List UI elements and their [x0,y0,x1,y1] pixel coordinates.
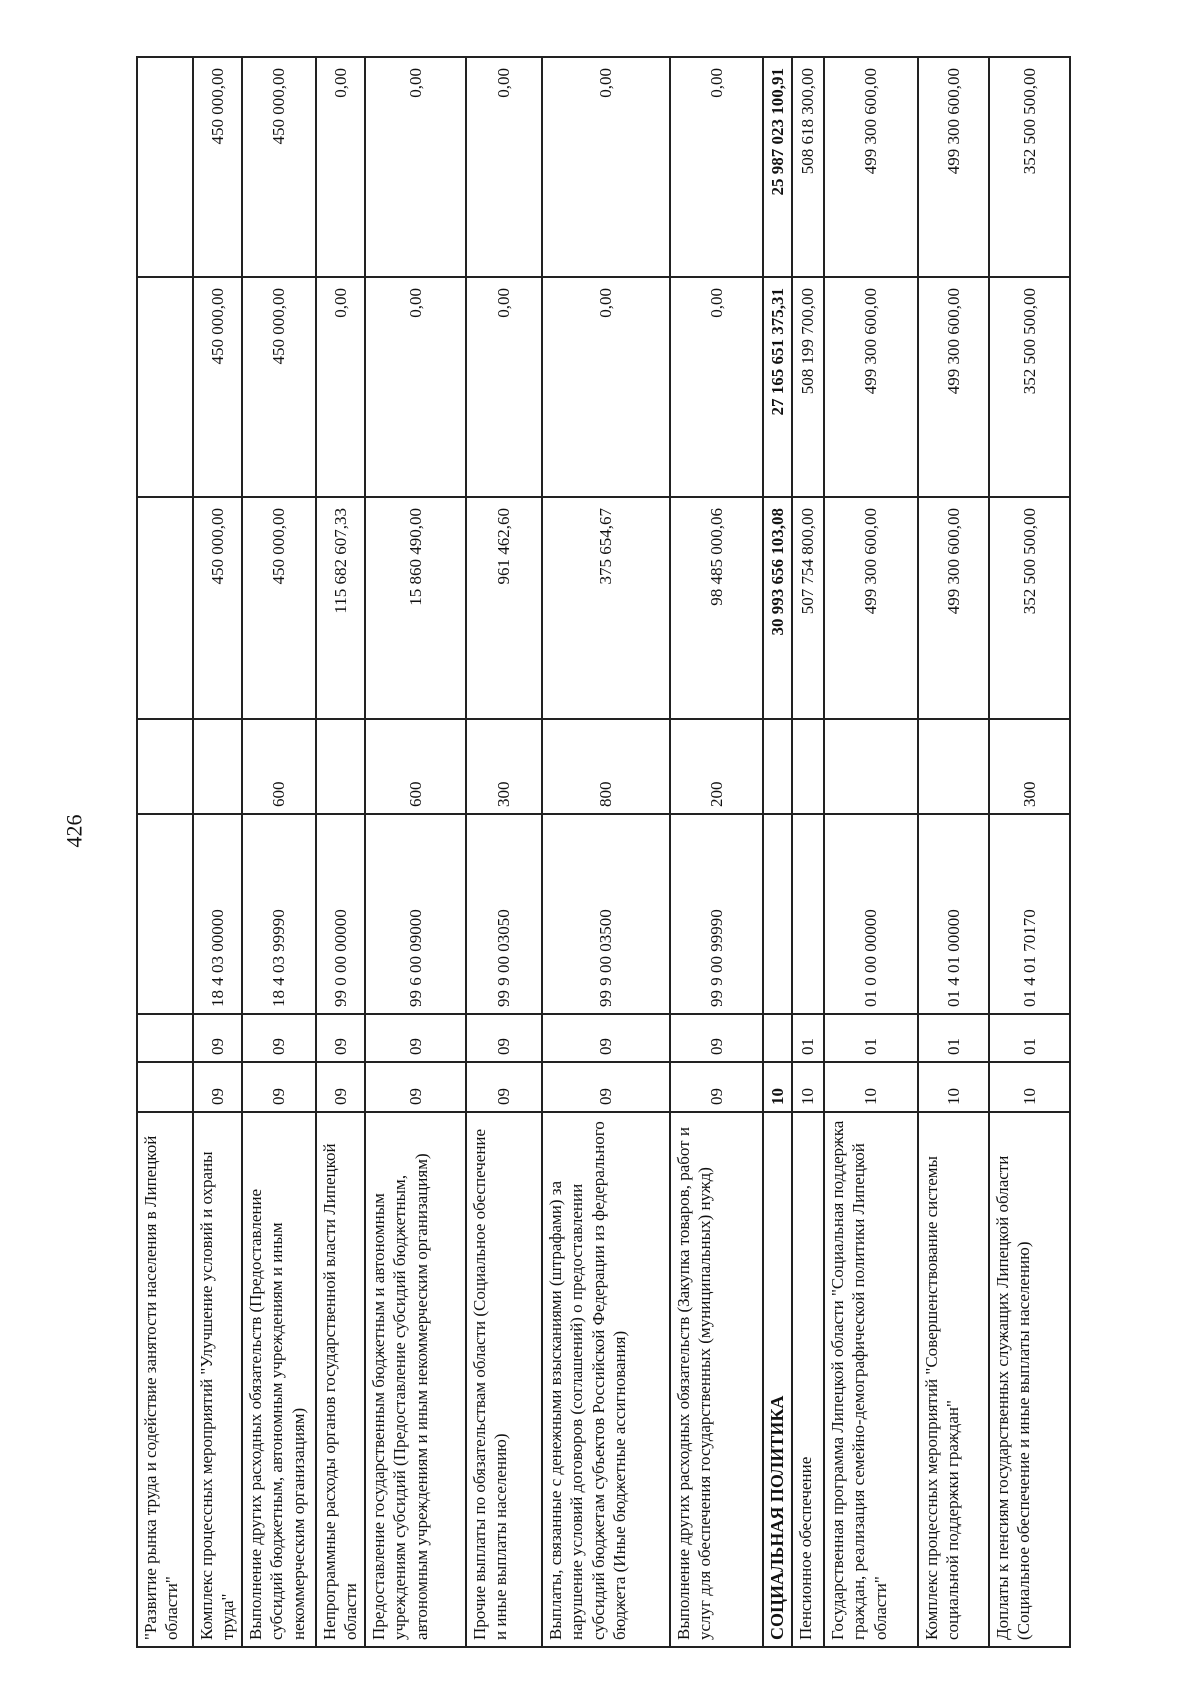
amount-year-3: 0,00 [316,57,365,277]
amount-year-3: 0,00 [365,57,466,277]
amount-year-3: 352 500 500,00 [989,57,1070,277]
target-article-code: 99 9 00 03050 [466,814,542,1014]
section-code: 10 [792,1062,824,1112]
table-row [242,57,316,1647]
target-article-code: 99 9 00 03500 [542,814,670,1014]
amount-year-2: 27 165 651 375,31 [763,277,792,497]
table-row [670,57,763,1647]
amount-year-1: 450 000,00 [193,497,242,719]
row-name: СОЦИАЛЬНАЯ ПОЛИТИКА [763,1112,792,1647]
amount-year-2: 499 300 600,00 [918,277,989,497]
amount-year-1: 352 500 500,00 [989,497,1070,719]
table-row [137,57,193,1647]
subsection-code [137,1014,193,1062]
expense-type-code [316,719,365,814]
table-row [763,57,792,1647]
amount-year-1: 961 462,60 [466,497,542,719]
row-name: "Развитие рынка труда и содействие занятости населения в Липецкой области" [137,1112,193,1647]
row-name: Государственная программа Липецкой области "Социальная поддержка граждан, реализация семейно-демографической политики Липецкой области" [824,1112,918,1647]
amount-year-1: 98 485 000,06 [670,497,763,719]
section-code: 09 [316,1062,365,1112]
subsection-code: 09 [466,1014,542,1062]
expense-type-code [137,719,193,814]
amount-year-3: 499 300 600,00 [918,57,989,277]
subsection-code [763,1014,792,1062]
section-code: 10 [824,1062,918,1112]
row-name: Выполнение других расходных обязательств (Предоставление субсидий бюджетным, автономным учреждениям и иным некоммерческим организациям) [242,1112,316,1647]
table-row [466,57,542,1647]
subsection-code: 09 [365,1014,466,1062]
amount-year-3: 0,00 [466,57,542,277]
section-code: 10 [918,1062,989,1112]
section-code: 09 [542,1062,670,1112]
amount-year-3: 0,00 [670,57,763,277]
subsection-code: 01 [989,1014,1070,1062]
section-code: 10 [989,1062,1070,1112]
subsection-code: 01 [918,1014,989,1062]
amount-year-3 [137,57,193,277]
table-row [365,57,466,1647]
amount-year-2: 0,00 [365,277,466,497]
amount-year-2: 0,00 [466,277,542,497]
amount-year-3: 25 987 023 100,91 [763,57,792,277]
row-name: Непрограммные расходы органов государственной власти Липецкой области [316,1112,365,1647]
section-code [137,1062,193,1112]
amount-year-2: 0,00 [316,277,365,497]
amount-year-1: 499 300 600,00 [918,497,989,719]
amount-year-3: 499 300 600,00 [824,57,918,277]
expense-type-code [918,719,989,814]
amount-year-1: 375 654,67 [542,497,670,719]
table-row [316,57,365,1647]
table-row [542,57,670,1647]
table-row [193,57,242,1647]
row-name: Доплаты к пенсиям государственных служащих Липецкой области (Социальное обеспечение и иные выплаты населению) [989,1112,1070,1647]
amount-year-2: 0,00 [670,277,763,497]
target-article-code: 99 9 00 99990 [670,814,763,1014]
amount-year-2: 450 000,00 [193,277,242,497]
expense-type-code [763,719,792,814]
section-code: 09 [670,1062,763,1112]
target-article-code: 01 0 00 00000 [824,814,918,1014]
target-article-code: 99 0 00 00000 [316,814,365,1014]
row-name: Выплаты, связанные с денежными взысканиями (штрафами) за нарушение условий договоров (соглашений) о предоставлении субсидий бюджетам субъектов Российской Федерации из федерального бюджета (Иные бюджетные ассигнования) [542,1112,670,1647]
section-code: 10 [763,1062,792,1112]
subsection-code: 09 [316,1014,365,1062]
amount-year-1: 507 754 800,00 [792,497,824,719]
row-name: Пенсионное обеспечение [792,1112,824,1647]
amount-year-2: 450 000,00 [242,277,316,497]
amount-year-1: 450 000,00 [242,497,316,719]
amount-year-1: 499 300 600,00 [824,497,918,719]
target-article-code: 99 6 00 09000 [365,814,466,1014]
amount-year-1: 115 682 607,33 [316,497,365,719]
expense-type-code [792,719,824,814]
table-row [824,57,918,1647]
section-code: 09 [466,1062,542,1112]
section-code: 09 [242,1062,316,1112]
row-name: Выполнение других расходных обязательств (Закупка товаров, работ и услуг для обеспечения государственных (муниципальных) нужд) [670,1112,763,1647]
amount-year-2: 0,00 [542,277,670,497]
budget-table [136,56,1071,1648]
section-code: 09 [193,1062,242,1112]
amount-year-2: 508 199 700,00 [792,277,824,497]
expense-type-code: 600 [242,719,316,814]
target-article-code [763,814,792,1014]
subsection-code: 09 [193,1014,242,1062]
table-row [989,57,1070,1647]
amount-year-3: 508 618 300,00 [792,57,824,277]
subsection-code: 09 [670,1014,763,1062]
target-article-code [137,814,193,1014]
row-name: Предоставление государственным бюджетным и автономным учреждениям субсидий (Предоставление субсидий бюджетным, автономным учреждениям и иным некоммерческим организациям) [365,1112,466,1647]
target-article-code: 01 4 01 70170 [989,814,1070,1014]
section-code: 09 [365,1062,466,1112]
expense-type-code [824,719,918,814]
target-article-code: 18 4 03 00000 [193,814,242,1014]
subsection-code: 09 [542,1014,670,1062]
amount-year-3: 0,00 [542,57,670,277]
row-name: Прочие выплаты по обязательствам области (Социальное обеспечение и иные выплаты населению) [466,1112,542,1647]
subsection-code: 01 [792,1014,824,1062]
amount-year-3: 450 000,00 [193,57,242,277]
expense-type-code: 300 [466,719,542,814]
expense-type-code [193,719,242,814]
target-article-code: 01 4 01 00000 [918,814,989,1014]
page-number: 426 [61,814,87,848]
subsection-code: 01 [824,1014,918,1062]
row-name: Комплекс процессных мероприятий "Улучшение условий и охраны труда" [193,1112,242,1647]
target-article-code [792,814,824,1014]
rotated-page [136,58,1071,1648]
expense-type-code: 800 [542,719,670,814]
expense-type-code: 600 [365,719,466,814]
row-name: Комплекс процессных мероприятий "Совершенствование системы социальной поддержки граждан" [918,1112,989,1647]
table-row [792,57,824,1647]
amount-year-3: 450 000,00 [242,57,316,277]
expense-type-code: 200 [670,719,763,814]
table-row [918,57,989,1647]
amount-year-2: 499 300 600,00 [824,277,918,497]
target-article-code: 18 4 03 99990 [242,814,316,1014]
subsection-code: 09 [242,1014,316,1062]
amount-year-2 [137,277,193,497]
amount-year-1: 15 860 490,00 [365,497,466,719]
amount-year-1: 30 993 656 103,08 [763,497,792,719]
expense-type-code: 300 [989,719,1070,814]
amount-year-2: 352 500 500,00 [989,277,1070,497]
amount-year-1 [137,497,193,719]
